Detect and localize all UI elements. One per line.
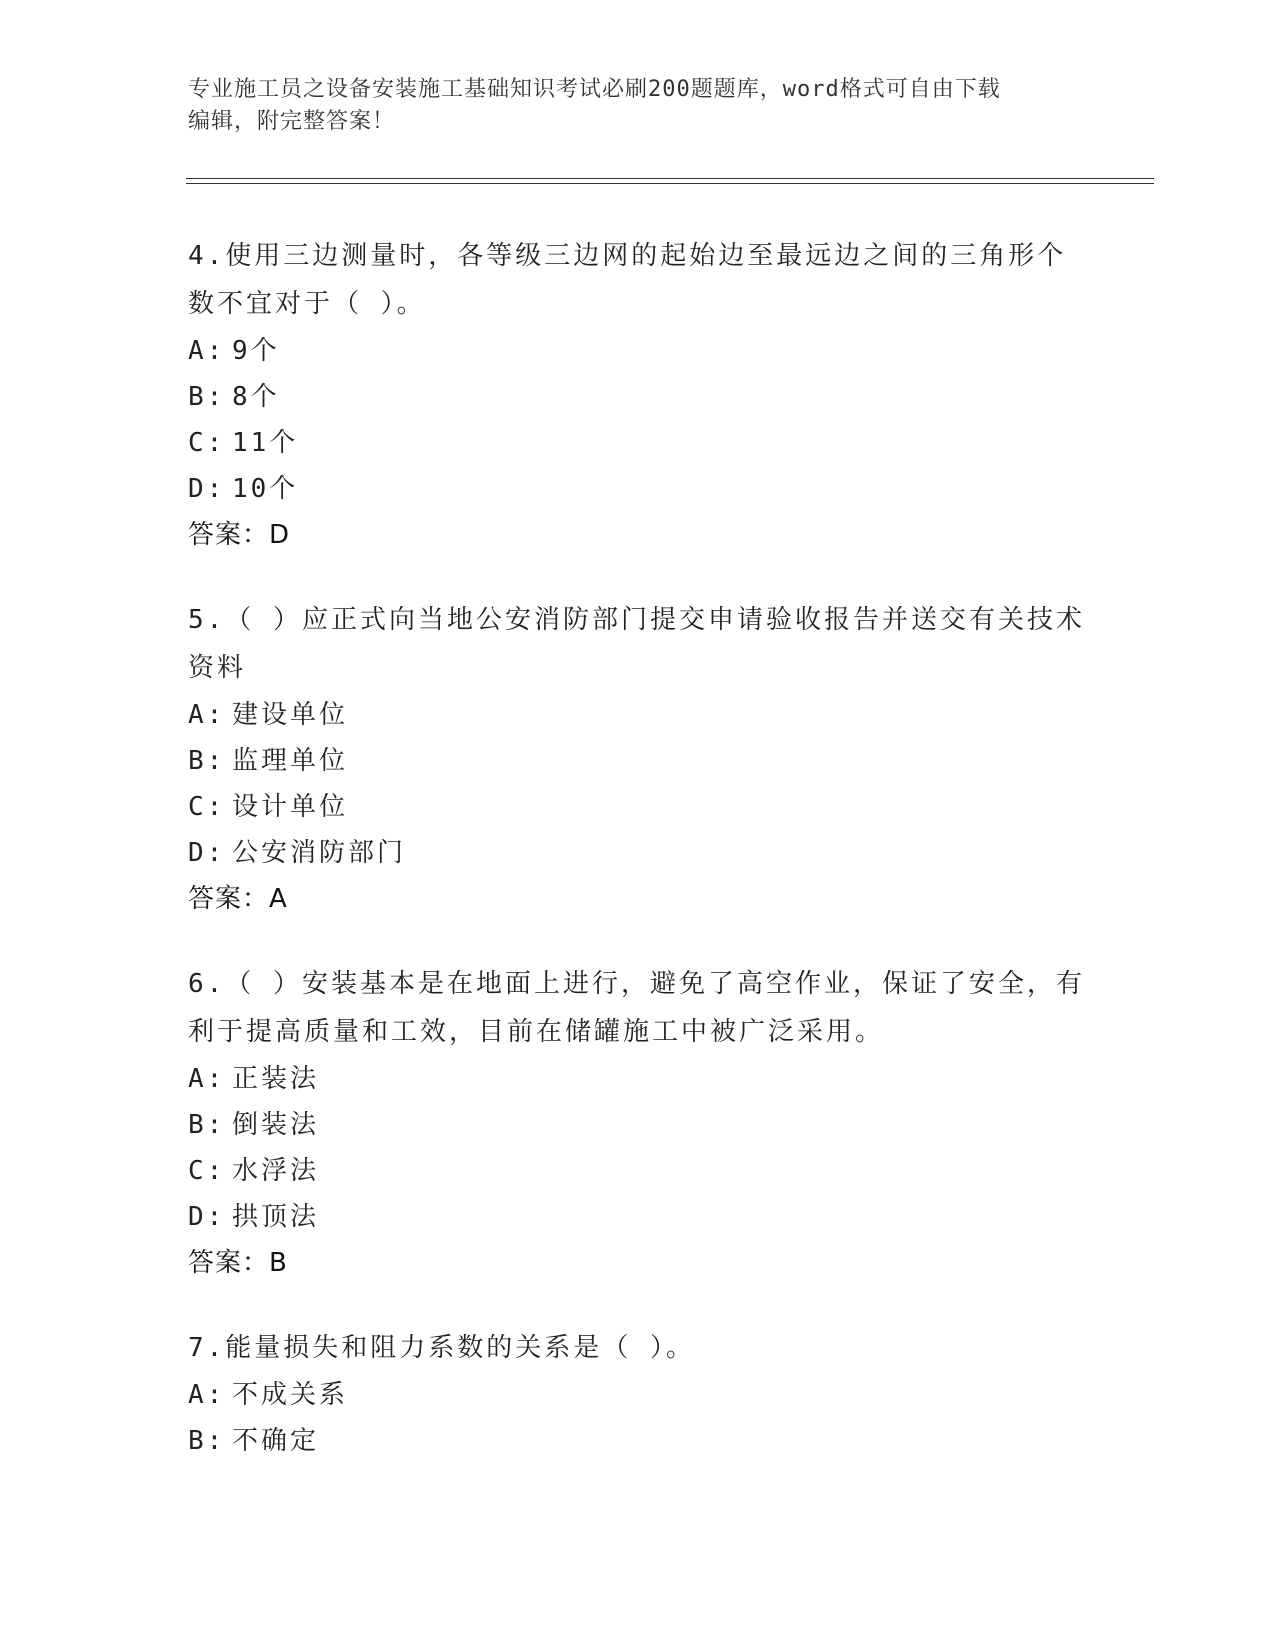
option-text: 10个 xyxy=(232,474,299,504)
header-title-line2: 编辑，附完整答案！ xyxy=(188,109,396,134)
option-b xyxy=(188,1102,1088,1148)
option-text: 拱顶法 xyxy=(232,1202,320,1232)
option-letter: B: xyxy=(188,1426,226,1456)
question-stem-line: 6.（ ）安装基本是在地面上进行，避免了高空作业，保证了安全，有 xyxy=(188,969,1085,999)
option-letter: B: xyxy=(188,1110,226,1140)
option-letter: D: xyxy=(188,1202,226,1232)
option-text: 建设单位 xyxy=(232,700,349,730)
option-letter: A: xyxy=(188,1380,226,1410)
option-text: 设计单位 xyxy=(232,792,349,822)
option-c xyxy=(188,420,1088,466)
option-c xyxy=(188,1148,1088,1194)
option-text: 水浮法 xyxy=(232,1156,320,1186)
question-stem-line: 资料 xyxy=(188,653,247,683)
answer-label: 答案：B xyxy=(188,1248,288,1278)
option-d xyxy=(188,466,1088,512)
option-a xyxy=(188,1372,1088,1418)
option-text: 9个 xyxy=(232,336,280,366)
option-a xyxy=(188,692,1088,738)
header-title-line1: 专业施工员之设备安装施工基础知识考试必刷200题题库，word格式可自由下载 xyxy=(188,77,1001,102)
question-4 xyxy=(188,232,1088,558)
option-text: 倒装法 xyxy=(232,1110,320,1140)
option-letter: D: xyxy=(188,474,226,504)
option-text: 不成关系 xyxy=(232,1380,349,1410)
answer-label: 答案：A xyxy=(188,884,288,914)
option-c xyxy=(188,784,1088,830)
option-letter: C: xyxy=(188,792,226,822)
question-stem-line: 4.使用三边测量时，各等级三边网的起始边至最远边之间的三角形个 xyxy=(188,241,1067,271)
option-letter: B: xyxy=(188,746,226,776)
option-a xyxy=(188,1056,1088,1102)
header-divider-bottom xyxy=(186,183,1154,184)
answer-label: 答案：D xyxy=(188,520,291,550)
option-a xyxy=(188,328,1088,374)
option-letter: C: xyxy=(188,1156,226,1186)
question-stem-line: 数不宜对于（ ）。 xyxy=(188,289,426,319)
document-header xyxy=(188,74,1088,138)
question-5 xyxy=(188,596,1088,922)
header-divider-top xyxy=(186,178,1154,179)
question-7 xyxy=(188,1324,1088,1464)
option-letter: A: xyxy=(188,700,226,730)
option-b xyxy=(188,374,1088,420)
option-text: 8个 xyxy=(232,382,280,412)
question-6 xyxy=(188,960,1088,1286)
option-text: 不确定 xyxy=(232,1426,320,1456)
option-b xyxy=(188,1418,1088,1464)
option-letter: A: xyxy=(188,1064,226,1094)
option-letter: B: xyxy=(188,382,226,412)
option-letter: D: xyxy=(188,838,226,868)
question-stem-line: 7.能量损失和阻力系数的关系是（ ）。 xyxy=(188,1333,695,1363)
option-d xyxy=(188,1194,1088,1240)
question-stem-line: 利于提高质量和工效，目前在储罐施工中被广泛采用。 xyxy=(188,1017,885,1047)
option-b xyxy=(188,738,1088,784)
question-stem-line: 5.（ ）应正式向当地公安消防部门提交申请验收报告并送交有关技术 xyxy=(188,605,1085,635)
option-letter: A: xyxy=(188,336,226,366)
option-text: 监理单位 xyxy=(232,746,349,776)
option-d xyxy=(188,830,1088,876)
option-letter: C: xyxy=(188,428,226,458)
option-text: 11个 xyxy=(232,428,299,458)
option-text: 正装法 xyxy=(232,1064,320,1094)
option-text: 公安消防部门 xyxy=(232,838,407,868)
